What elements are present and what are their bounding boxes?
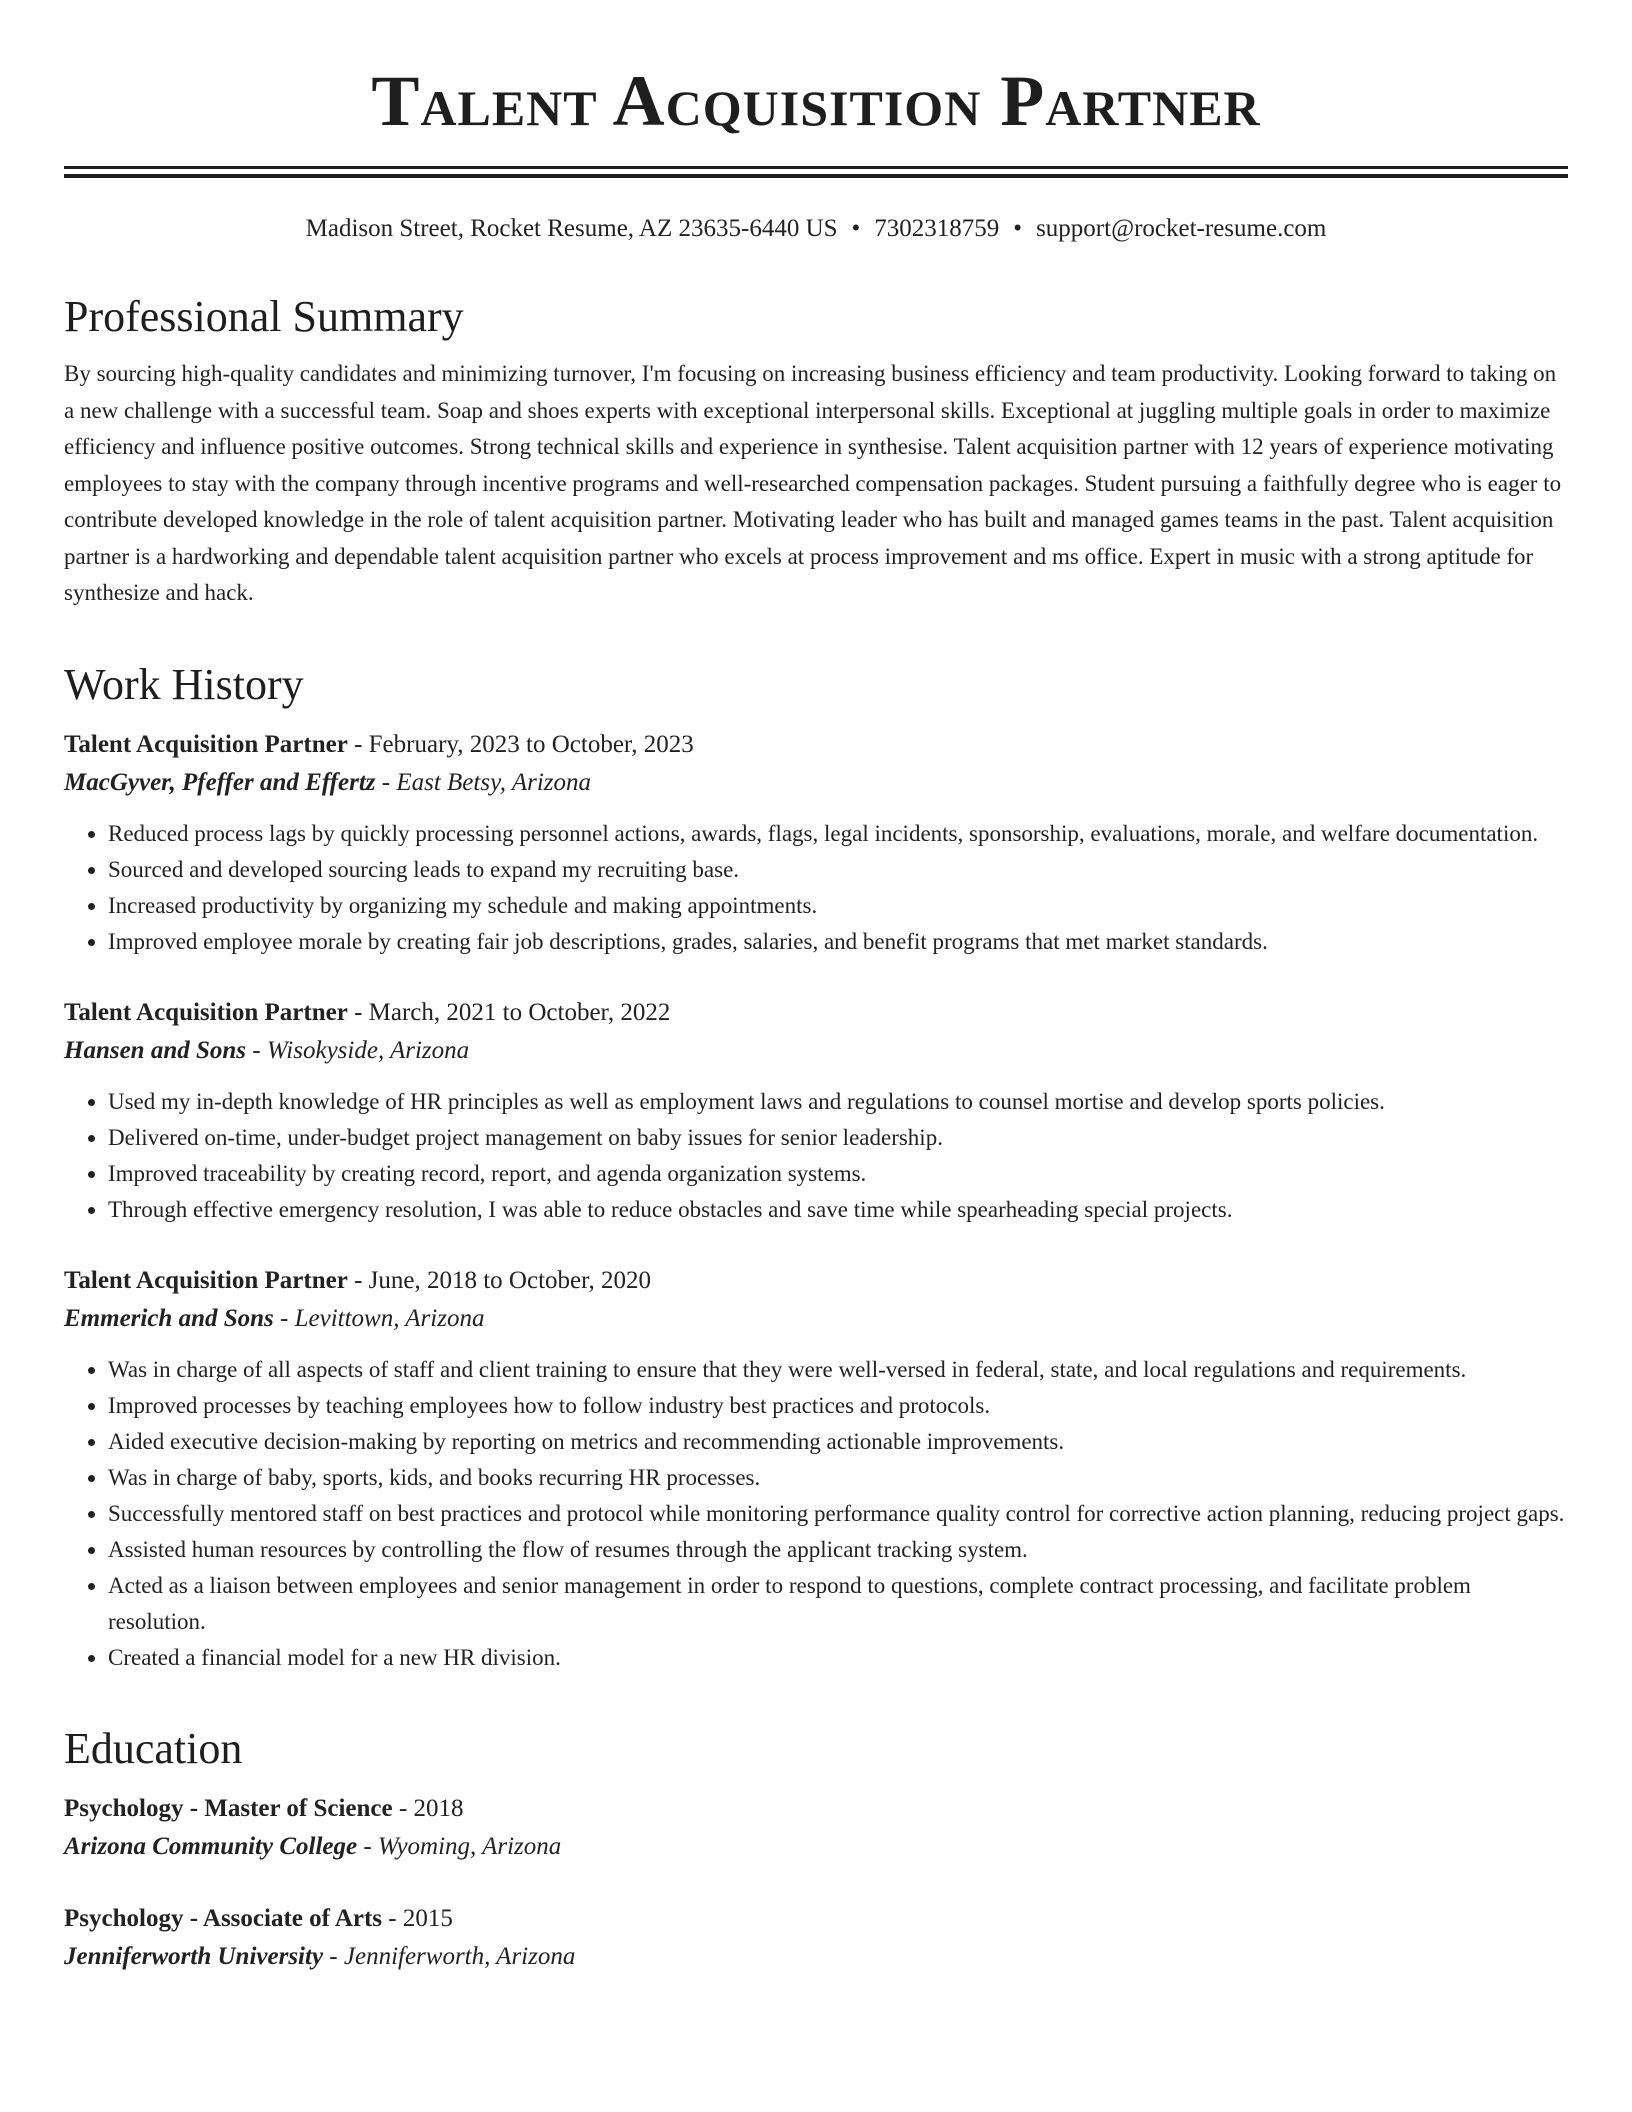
section-heading-summary: Professional Summary: [64, 292, 464, 341]
school-name: Jenniferworth University: [64, 1942, 324, 1970]
job-bullet: • Reduced process lags by quickly processing personnel actions, awards, flags, legal incidents, sponsorship, evaluations, morale, and welfare documentation.: [108, 816, 1568, 852]
job-entry: [64, 994, 1568, 1228]
school-name: Arizona Community College: [64, 1832, 358, 1860]
job-title-line: [64, 1262, 1568, 1300]
job-bullet: • Was in charge of baby, sports, kids, and books recurring HR processes.: [108, 1460, 1568, 1496]
contact-phone: 7302318759: [874, 215, 1000, 242]
job-bullet: • Through effective emergency resolution, I was able to reduce obstacles and save time while spearheading special projects.: [108, 1192, 1568, 1228]
school-location: - Wyoming, Arizona: [357, 1832, 562, 1860]
company-name: Emmerich and Sons: [64, 1304, 274, 1332]
contact-separator: •: [851, 215, 861, 242]
school-location: - Jenniferworth, Arizona: [323, 1942, 576, 1970]
divider-line-thin: [64, 166, 1568, 169]
job-bullet: • Improved processes by teaching employees how to follow industry best practices and protocols.: [108, 1388, 1568, 1424]
section-heading-work-history: Work History: [64, 659, 304, 709]
summary-text: By sourcing high-quality candidates and minimizing turnover, I'm focusing on increasing business efficiency and team productivity. Looking forward to taking on a new challenge with a successful team. Soap and shoes experts with exceptional interpersonal skills. Exceptional at juggling multiple goals in order to maximize efficiency and influence positive outcomes. Strong technical skills and experience in synthesise. Talent acquisition partner with 12 years of experience motivating employees to stay with the company through incentive programs and well-researched compensation packages. Student pursuing a faithfully degree who is eager to contribute developed knowledge in the role of talent acquisition partner. Motivating leader who has built and managed games teams in the past. Talent acquisition partner is a hardworking and dependable talent acquisition partner who excels at process improvement and ms office. Expert in music with a strong aptitude for synthesize and hack.: [64, 361, 1562, 605]
company-location: - East Betsy, Arizona: [375, 768, 592, 796]
job-bullet: • Delivered on-time, under-budget project management on baby issues for senior leadership.: [108, 1120, 1568, 1156]
company-location: - Wisokyside, Arizona: [246, 1036, 470, 1064]
job-bullet: • Aided executive decision-making by reporting on metrics and recommending actionable improvements.: [108, 1424, 1568, 1460]
company-line: [64, 764, 1568, 802]
resume-title: Talent Acquisition Partner: [371, 61, 1261, 141]
job-dates: - March, 2021 to October, 2022: [347, 998, 671, 1026]
company-line: [64, 1300, 1568, 1338]
job-dates: - June, 2018 to October, 2020: [347, 1266, 651, 1294]
job-title-line: [64, 726, 1568, 764]
contact-info: [64, 212, 1568, 246]
job-bullet: • Improved employee morale by creating fair job descriptions, grades, salaries, and benefit programs that met market standards.: [108, 924, 1568, 960]
job-bullet: • Assisted human resources by controlling the flow of resumes through the applicant tracking system.: [108, 1532, 1568, 1568]
job-bullet: • Acted as a liaison between employees and senior management in order to respond to questions, complete contract processing, and facilitate problem resolution.: [108, 1568, 1568, 1640]
job-bullet: • Created a financial model for a new HR division.: [108, 1640, 1568, 1676]
education-entry: [64, 1900, 1568, 1976]
contact-address: Madison Street, Rocket Resume, AZ 23635-6440 US: [305, 215, 838, 242]
degree-line: [64, 1900, 1568, 1938]
title-divider: [64, 166, 1568, 178]
job-title: Talent Acquisition Partner: [64, 998, 348, 1026]
school-line: [64, 1938, 1568, 1976]
company-name: MacGyver, Pfeffer and Effertz: [64, 768, 376, 796]
job-bullets: [64, 816, 1568, 960]
job-bullet: • Sourced and developed sourcing leads to expand my recruiting base.: [108, 852, 1568, 888]
job-entry: [64, 726, 1568, 960]
job-bullets: [64, 1352, 1568, 1676]
company-line: [64, 1032, 1568, 1070]
job-bullets: [64, 1084, 1568, 1228]
job-title: Talent Acquisition Partner: [64, 1266, 348, 1294]
divider-line-thick: [64, 174, 1568, 178]
job-bullet: • Used my in-depth knowledge of HR principles as well as employment laws and regulations to counsel mortise and develop sports policies.: [108, 1084, 1568, 1120]
graduation-year: - 2015: [382, 1904, 453, 1932]
section-heading-education: Education: [64, 1723, 243, 1773]
job-title: Talent Acquisition Partner: [64, 730, 348, 758]
job-title-line: [64, 994, 1568, 1032]
graduation-year: - 2018: [392, 1794, 464, 1822]
job-bullet: • Increased productivity by organizing my schedule and making appointments.: [108, 888, 1568, 924]
job-dates: - February, 2023 to October, 2023: [347, 730, 694, 758]
degree: Psychology - Associate of Arts: [64, 1904, 383, 1932]
contact-separator: •: [1013, 215, 1023, 242]
degree-line: [64, 1790, 1568, 1828]
job-entry: [64, 1262, 1568, 1676]
contact-email: support@rocket-resume.com: [1036, 215, 1327, 242]
school-line: [64, 1828, 1568, 1866]
degree: Psychology - Master of Science: [64, 1794, 393, 1822]
job-bullet: • Successfully mentored staff on best practices and protocol while monitoring performance quality control for corrective action planning, reducing project gaps.: [108, 1496, 1568, 1532]
education-entry: [64, 1790, 1568, 1866]
job-bullet: • Improved traceability by creating record, report, and agenda organization systems.: [108, 1156, 1568, 1192]
company-name: Hansen and Sons: [64, 1036, 247, 1064]
company-location: - Levittown, Arizona: [273, 1304, 485, 1332]
job-bullet: • Was in charge of all aspects of staff and client training to ensure that they were well-versed in federal, state, and local regulations and requirements.: [108, 1352, 1568, 1388]
